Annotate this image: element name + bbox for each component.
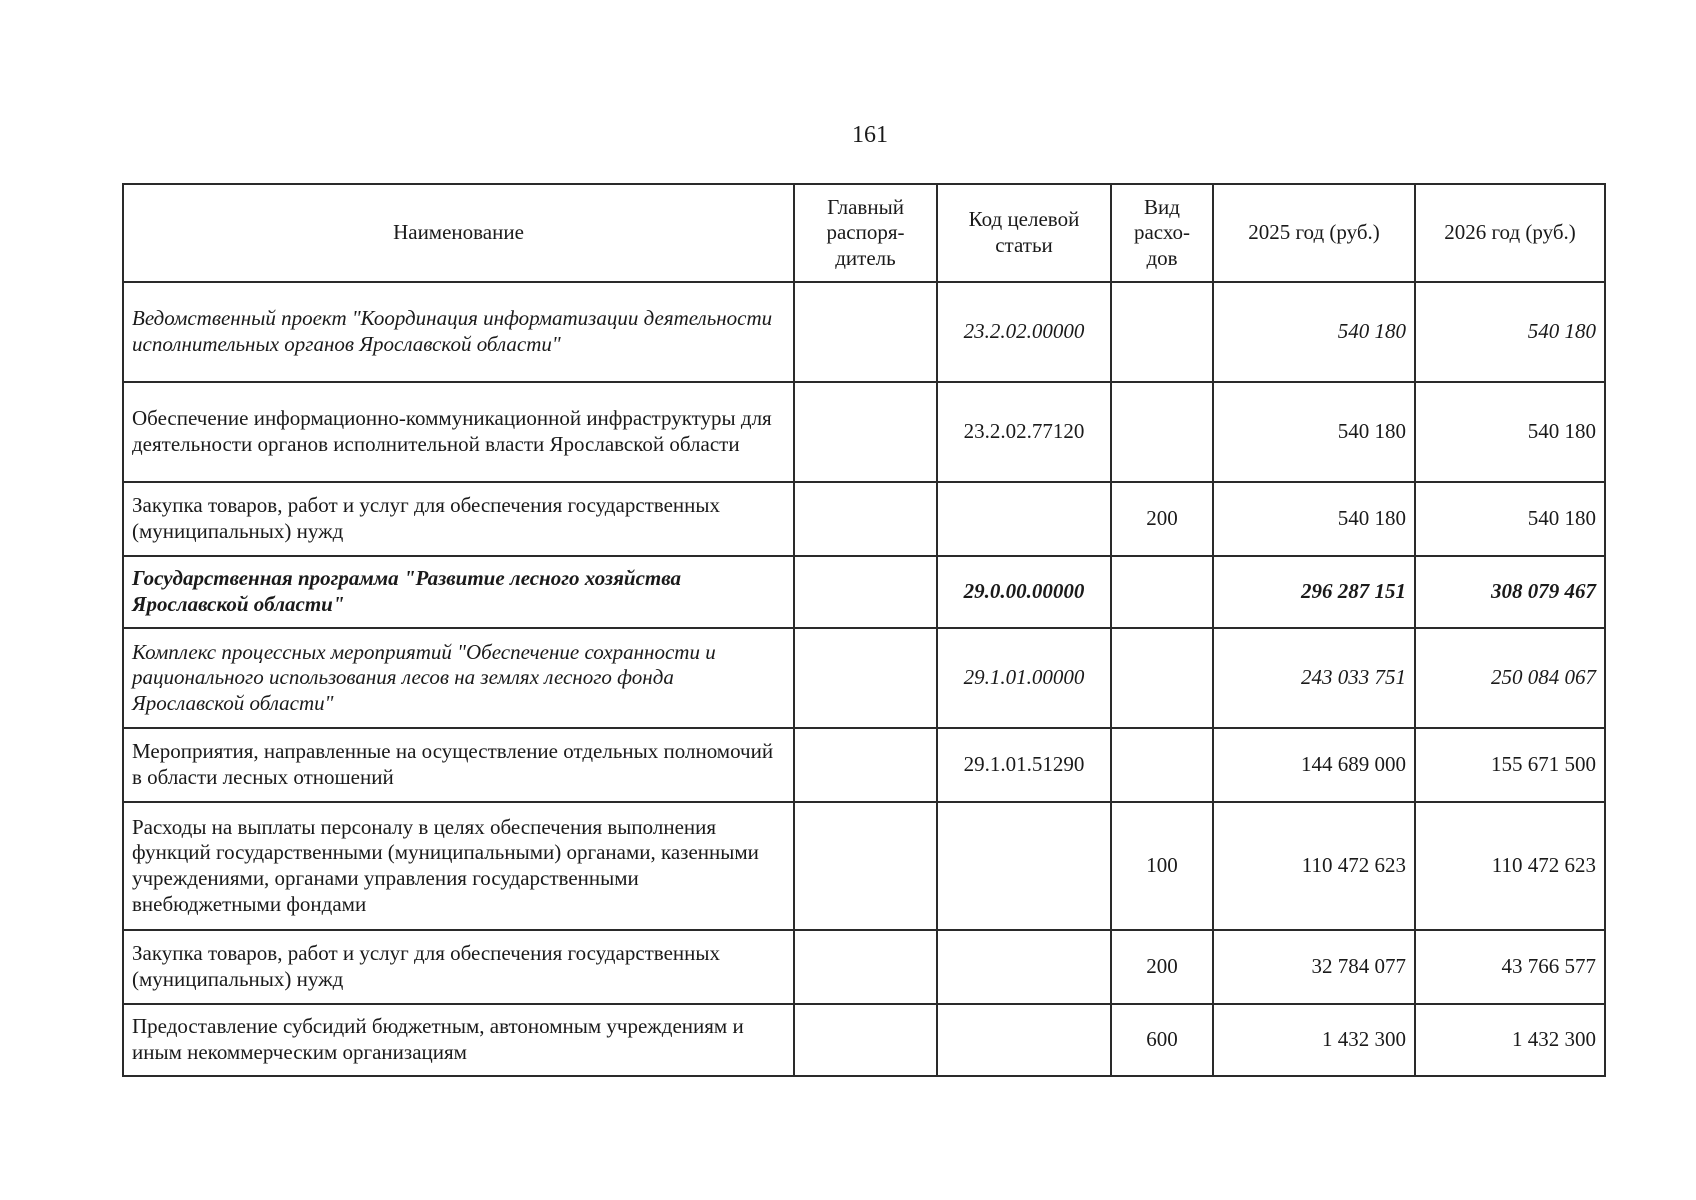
row-2026: 540 180	[1415, 482, 1605, 556]
row-2026: 155 671 500	[1415, 728, 1605, 802]
row-kind	[1111, 556, 1213, 628]
row-kind: 100	[1111, 802, 1213, 930]
row-kind: 600	[1111, 1004, 1213, 1076]
row-code: 29.1.01.51290	[937, 728, 1111, 802]
header-2025: 2025 год (руб.)	[1213, 184, 1415, 282]
row-code	[937, 930, 1111, 1004]
row-name: Обеспечение информационно-коммуникационной инфраструктуры для деятельности органов исполнительной власти Ярославской области	[123, 382, 794, 482]
row-code: 29.0.00.00000	[937, 556, 1111, 628]
table-row	[123, 482, 1605, 556]
row-2025: 540 180	[1213, 382, 1415, 482]
header-kind: Вид расхо-дов	[1111, 184, 1213, 282]
row-kind	[1111, 382, 1213, 482]
table-row	[123, 382, 1605, 482]
row-kind: 200	[1111, 930, 1213, 1004]
row-code: 23.2.02.77120	[937, 382, 1111, 482]
table-row	[123, 802, 1605, 930]
row-manager	[794, 802, 937, 930]
row-2026: 110 472 623	[1415, 802, 1605, 930]
row-kind	[1111, 628, 1213, 728]
table-row	[123, 556, 1605, 628]
row-name: Государственная программа "Развитие лесного хозяйства Ярославской области"	[123, 556, 794, 628]
page-number: 161	[852, 122, 888, 148]
budget-table	[122, 183, 1606, 1077]
row-manager	[794, 628, 937, 728]
row-manager	[794, 728, 937, 802]
header-manager: Главный распоря-дитель	[794, 184, 937, 282]
table-row	[123, 728, 1605, 802]
row-code	[937, 802, 1111, 930]
row-code	[937, 1004, 1111, 1076]
row-manager	[794, 282, 937, 382]
row-name: Расходы на выплаты персоналу в целях обеспечения выполнения функций государственными (муниципальными) органами, казенными учреждениями, органами управления государственными внебюджетными фондами	[123, 802, 794, 930]
row-name: Комплекс процессных мероприятий "Обеспечение сохранности и рационального использования лесов на землях лесного фонда Ярославской области"	[123, 628, 794, 728]
row-2025: 1 432 300	[1213, 1004, 1415, 1076]
row-2026: 250 084 067	[1415, 628, 1605, 728]
row-code: 23.2.02.00000	[937, 282, 1111, 382]
row-manager	[794, 556, 937, 628]
row-code	[937, 482, 1111, 556]
row-2026: 1 432 300	[1415, 1004, 1605, 1076]
row-name: Предоставление субсидий бюджетным, автономным учреждениям и иным некоммерческим организациям	[123, 1004, 794, 1076]
row-2025: 144 689 000	[1213, 728, 1415, 802]
row-2026: 540 180	[1415, 282, 1605, 382]
row-2025: 296 287 151	[1213, 556, 1415, 628]
row-2026: 43 766 577	[1415, 930, 1605, 1004]
table-row	[123, 282, 1605, 382]
row-manager	[794, 930, 937, 1004]
row-kind	[1111, 728, 1213, 802]
table-row	[123, 930, 1605, 1004]
row-2025: 540 180	[1213, 482, 1415, 556]
row-kind	[1111, 282, 1213, 382]
table-row	[123, 628, 1605, 728]
row-name: Закупка товаров, работ и услуг для обеспечения государственных (муниципальных) нужд	[123, 930, 794, 1004]
row-name: Закупка товаров, работ и услуг для обеспечения государственных (муниципальных) нужд	[123, 482, 794, 556]
row-manager	[794, 1004, 937, 1076]
table-row	[123, 1004, 1605, 1076]
row-manager	[794, 482, 937, 556]
row-code: 29.1.01.00000	[937, 628, 1111, 728]
row-2025: 32 784 077	[1213, 930, 1415, 1004]
table-header-row	[123, 184, 1605, 282]
header-code: Код целевой статьи	[937, 184, 1111, 282]
row-2025: 110 472 623	[1213, 802, 1415, 930]
row-kind: 200	[1111, 482, 1213, 556]
row-2025: 540 180	[1213, 282, 1415, 382]
header-2026: 2026 год (руб.)	[1415, 184, 1605, 282]
header-name: Наименование	[123, 184, 794, 282]
row-name: Ведомственный проект "Координация информатизации деятельности исполнительных органов Ярославской области"	[123, 282, 794, 382]
row-name: Мероприятия, направленные на осуществление отдельных полномочий в области лесных отношений	[123, 728, 794, 802]
row-manager	[794, 382, 937, 482]
row-2026: 308 079 467	[1415, 556, 1605, 628]
row-2025: 243 033 751	[1213, 628, 1415, 728]
row-2026: 540 180	[1415, 382, 1605, 482]
